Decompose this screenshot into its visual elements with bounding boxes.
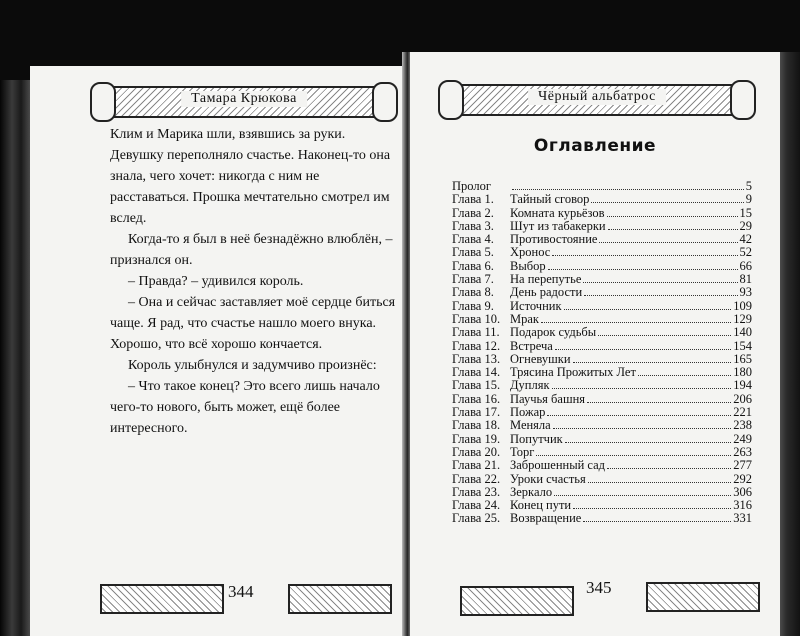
toc-leader-dots bbox=[608, 229, 738, 230]
toc-leader-dots bbox=[638, 375, 731, 376]
toc-page-number: 277 bbox=[733, 458, 752, 473]
toc-chapter-label: Глава 16. bbox=[452, 391, 501, 406]
toc-chapter-label: Пролог bbox=[452, 179, 491, 193]
toc-chapter-label: Глава 18. bbox=[452, 418, 501, 433]
toc-chapter-label: Глава 5. bbox=[452, 245, 494, 260]
paragraph: – Она и сейчас заставляет моё сердце биться чаще. Я рад, что счастье нашло моего внука. Хорошо, что всё хорошо кончается. bbox=[110, 295, 396, 352]
toc-chapter-title: Попутчик bbox=[510, 431, 563, 446]
left-page bbox=[30, 66, 406, 636]
toc-leader-dots bbox=[512, 189, 744, 190]
ornament-flourish-right bbox=[730, 80, 756, 120]
toc-row bbox=[452, 446, 752, 459]
toc-page-number: 93 bbox=[739, 285, 752, 300]
toc-page-number: 29 bbox=[739, 218, 752, 233]
toc-page-number: 331 bbox=[733, 511, 752, 526]
toc-chapter-label: Глава 13. bbox=[452, 351, 501, 366]
ornament-flourish-right bbox=[372, 82, 398, 122]
footer-ornament-right bbox=[646, 582, 760, 612]
toc-page-number: 165 bbox=[733, 351, 752, 366]
toc-chapter-title: Возвращение bbox=[510, 511, 582, 526]
toc-leader-dots bbox=[553, 428, 732, 429]
toc-chapter-title: Конец пути bbox=[510, 498, 572, 513]
paragraph: Когда-то я был в неё безнадёжно влюблён, – признался он. bbox=[110, 232, 393, 268]
toc-page-number: 180 bbox=[733, 365, 752, 380]
toc-chapter-label: Глава 22. bbox=[452, 471, 501, 486]
body-text bbox=[110, 124, 400, 439]
toc-leader-dots bbox=[547, 415, 731, 416]
toc-row bbox=[452, 419, 752, 432]
toc-chapter-label: Глава 9. bbox=[452, 298, 494, 313]
toc-chapter-label: Глава 17. bbox=[452, 405, 501, 420]
ornament-flourish-left bbox=[90, 82, 116, 122]
toc-chapter-title: Противостояние bbox=[510, 232, 598, 247]
toc-leader-dots bbox=[554, 495, 731, 496]
footer-ornament-left bbox=[100, 584, 224, 614]
toc-page-number: 221 bbox=[733, 405, 752, 420]
toc-page-number: 154 bbox=[733, 338, 752, 353]
toc-page-number: 206 bbox=[733, 391, 752, 406]
toc-row bbox=[452, 366, 752, 379]
toc-leader-dots bbox=[548, 269, 738, 270]
toc-chapter-title: Встреча bbox=[510, 338, 553, 353]
toc-chapter-title: Дупляк bbox=[510, 378, 550, 393]
toc-row bbox=[452, 286, 752, 299]
toc-page-number: 316 bbox=[733, 498, 752, 513]
toc-leader-dots bbox=[565, 442, 732, 443]
toc-page-number: 9 bbox=[745, 192, 752, 207]
toc-row bbox=[452, 433, 752, 446]
toc-leader-dots bbox=[536, 455, 731, 456]
toc-chapter-label: Глава 15. bbox=[452, 378, 501, 393]
toc-chapter-title: Шут из табакерки bbox=[510, 218, 606, 233]
toc-chapter-label: Глава 21. bbox=[452, 458, 501, 473]
toc-leader-dots bbox=[552, 255, 737, 256]
toc-chapter-title: Источник bbox=[510, 298, 562, 313]
toc-chapter-title: Огневушки bbox=[510, 351, 571, 366]
toc-row bbox=[452, 313, 752, 326]
toc-page-number: 52 bbox=[739, 245, 752, 260]
toc-row bbox=[452, 512, 752, 525]
toc-chapter-label: Глава 12. bbox=[452, 338, 501, 353]
toc-leader-dots bbox=[552, 388, 732, 389]
toc-page-number: 81 bbox=[739, 272, 752, 287]
toc-page-number: 140 bbox=[733, 325, 752, 340]
toc-chapter-title: Паучья башня bbox=[510, 391, 586, 406]
toc-leader-dots bbox=[573, 362, 732, 363]
toc-row bbox=[452, 273, 752, 286]
toc-leader-dots bbox=[587, 402, 731, 403]
ornament-flourish-left bbox=[438, 80, 464, 120]
toc-row bbox=[452, 393, 752, 406]
toc-page-number: 109 bbox=[733, 298, 752, 313]
running-header-author: Тамара Крюкова bbox=[181, 91, 307, 107]
toc-chapter-title: Уроки счастья bbox=[510, 471, 586, 486]
right-page bbox=[410, 52, 780, 636]
footer-ornament-right bbox=[288, 584, 392, 614]
toc-leader-dots bbox=[591, 202, 743, 203]
book-cover-edge-left bbox=[0, 80, 30, 636]
toc-page-number: 66 bbox=[739, 258, 752, 273]
toc-page-number: 129 bbox=[733, 311, 752, 326]
toc-leader-dots bbox=[584, 295, 737, 296]
paragraph: – Что такое конец? Это всего лишь начало чего-то нового, быть может, ещё более интересного. bbox=[110, 379, 380, 436]
toc-row bbox=[452, 379, 752, 392]
toc-chapter-title: Комната курьёзов bbox=[510, 205, 605, 220]
paragraph: – Правда? – удивился король. bbox=[128, 274, 304, 289]
toc-leader-dots bbox=[541, 322, 731, 323]
toc-chapter-label: Глава 2. bbox=[452, 205, 494, 220]
toc-row bbox=[452, 473, 752, 486]
toc-leader-dots bbox=[564, 309, 732, 310]
toc-row bbox=[452, 486, 752, 499]
toc-page-number: 238 bbox=[733, 418, 752, 433]
toc-row bbox=[452, 499, 752, 512]
toc-chapter-label: Глава 7. bbox=[452, 272, 494, 287]
footer-ornament-left bbox=[460, 586, 574, 616]
toc-chapter-label: Глава 19. bbox=[452, 431, 501, 446]
book-cover-edge-right bbox=[778, 52, 800, 636]
toc-leader-dots bbox=[599, 242, 737, 243]
toc-row bbox=[452, 233, 752, 246]
toc-chapter-label: Глава 3. bbox=[452, 218, 494, 233]
toc-chapter-title: День радости bbox=[510, 285, 583, 300]
toc-row bbox=[452, 207, 752, 220]
toc-leader-dots bbox=[583, 282, 737, 283]
toc-chapter-title: Заброшенный сад bbox=[510, 458, 606, 473]
toc-page-number: 15 bbox=[739, 205, 752, 220]
toc-chapter-label: Глава 1. bbox=[452, 192, 494, 207]
toc-row bbox=[452, 353, 752, 366]
toc-row bbox=[452, 193, 752, 206]
page-number: 344 bbox=[228, 582, 254, 601]
toc-page-number: 42 bbox=[739, 232, 752, 247]
toc-row bbox=[452, 300, 752, 313]
toc-chapter-title: Торг bbox=[510, 444, 535, 459]
toc-leader-dots bbox=[588, 482, 732, 483]
page-number: 345 bbox=[586, 578, 612, 597]
toc-chapter-label: Глава 25. bbox=[452, 511, 501, 526]
toc-row bbox=[452, 340, 752, 353]
header-ornament bbox=[102, 86, 386, 118]
toc-chapter-title: Тайный сговор bbox=[510, 192, 590, 207]
toc-chapter-title: Трясина Прожитых Лет bbox=[510, 365, 636, 380]
toc-chapter-title: Мрак bbox=[510, 311, 539, 326]
toc-page-number: 194 bbox=[733, 378, 752, 393]
toc-row bbox=[452, 406, 752, 419]
toc-chapter-title: Меняла bbox=[510, 418, 551, 433]
paragraph: Клим и Марика шли, взявшись за руки. Девушку переполняло счастье. Наконец-то она знала, чего хочет: никогда с ним не расставаться. Прошка мечтательно смотрел им вслед. bbox=[110, 127, 391, 226]
toc-page-number: 249 bbox=[733, 431, 752, 446]
toc-page-number: 292 bbox=[733, 471, 752, 486]
table-of-contents bbox=[452, 180, 752, 526]
toc-row bbox=[452, 220, 752, 233]
toc-row bbox=[452, 246, 752, 259]
toc-page-number: 5 bbox=[745, 179, 752, 193]
toc-chapter-label: Глава 6. bbox=[452, 258, 494, 273]
header-ornament bbox=[450, 84, 744, 116]
toc-chapter-title: Хронос bbox=[510, 245, 551, 260]
toc-row bbox=[452, 459, 752, 472]
toc-chapter-label: Глава 4. bbox=[452, 232, 494, 247]
toc-chapter-label: Глава 8. bbox=[452, 285, 494, 300]
toc-chapter-title: Зеркало bbox=[510, 484, 553, 499]
toc-page-number: 263 bbox=[733, 444, 752, 459]
toc-chapter-label: Глава 24. bbox=[452, 498, 501, 513]
paragraph: Король улыбнулся и задумчиво произнёс: bbox=[128, 358, 377, 373]
toc-leader-dots bbox=[607, 468, 731, 469]
toc-leader-dots bbox=[607, 216, 738, 217]
toc-chapter-label: Глава 11. bbox=[452, 325, 500, 340]
toc-leader-dots bbox=[583, 521, 731, 522]
toc-row bbox=[452, 180, 752, 193]
toc-leader-dots bbox=[555, 349, 731, 350]
toc-chapter-title: Выбор bbox=[510, 258, 546, 273]
toc-page-number: 306 bbox=[733, 484, 752, 499]
toc-chapter-label: Глава 20. bbox=[452, 444, 501, 459]
toc-chapter-label: Глава 14. bbox=[452, 365, 501, 380]
toc-leader-dots bbox=[573, 508, 731, 509]
toc-chapter-title: Подарок судьбы bbox=[510, 325, 597, 340]
running-header-title: Чёрный альбатрос bbox=[528, 89, 666, 105]
toc-row bbox=[452, 326, 752, 339]
toc-row bbox=[452, 260, 752, 273]
toc-chapter-label: Глава 23. bbox=[452, 484, 501, 499]
toc-chapter-title: На перепутье bbox=[510, 272, 582, 287]
toc-chapter-title: Пожар bbox=[510, 405, 546, 420]
toc-heading: Оглавление bbox=[533, 136, 657, 156]
toc-chapter-label: Глава 10. bbox=[452, 311, 501, 326]
toc-leader-dots bbox=[598, 335, 731, 336]
